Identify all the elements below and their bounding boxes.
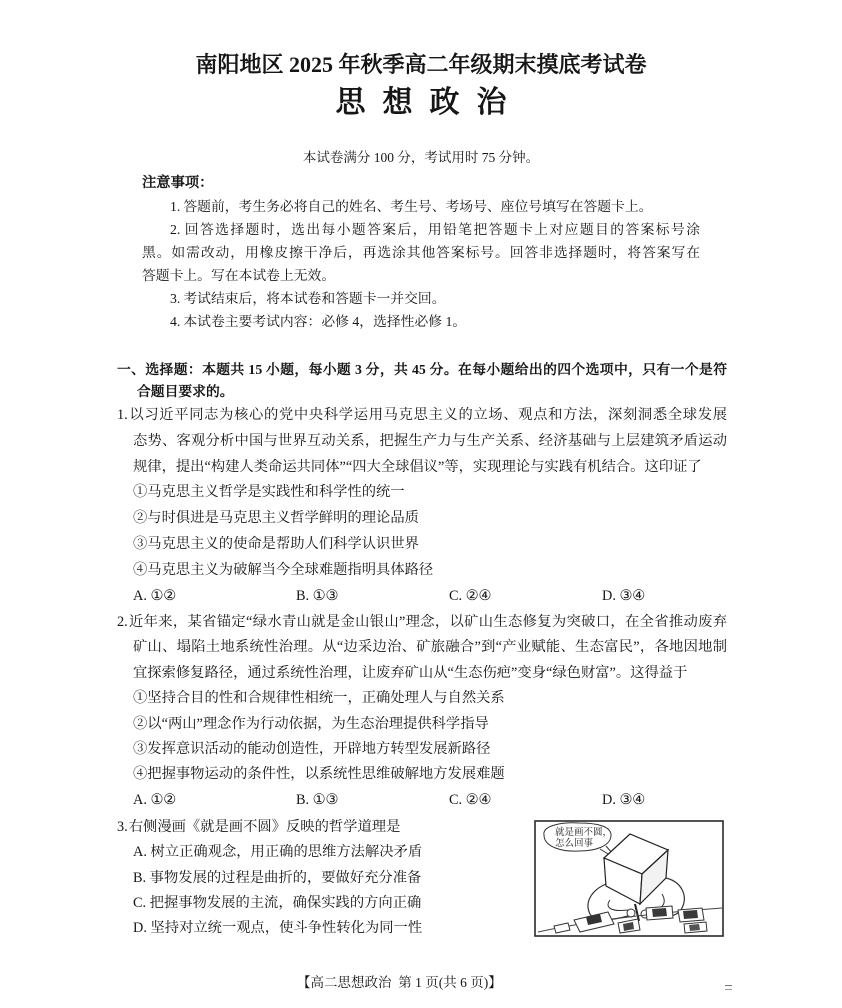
choice-row	[117, 584, 727, 610]
notice-item-continuation: 黑。如需改动，用橡皮擦干净后，再选涂其他答案标号。回答非选择题时，将答案写在	[142, 245, 700, 260]
notice-item	[142, 287, 700, 310]
choice-d: D. ③④	[602, 791, 646, 808]
statement-3: ③发挥意识活动的能动创造性，开辟地方转型发展新路径	[133, 740, 491, 757]
statement-1: ①坚持合目的性和合规律性相统一，正确处理人与自然关系	[133, 690, 505, 707]
notice-block	[142, 172, 700, 333]
question-number: 1.	[117, 407, 128, 423]
notice-item	[142, 195, 700, 218]
cartoon-illustration	[534, 820, 724, 937]
question-3	[117, 815, 517, 941]
question-stem-line: 态势、客观分析中国与世界互动关系，把握生产力与生产关系、经济基础与上层建筑矛盾运动	[133, 432, 727, 449]
notice-item	[142, 218, 700, 241]
question-stem-line: 矿山、塌陷土地系统性治理。从“边采边治、矿旅融合”到“产业赋能、生态富民”，各地因地制	[133, 639, 727, 656]
question-stem-line: 宜探索修复路径，通过系统性治理，让废弃矿山从“生态伤疤”变身“绿色财富”。这得益于	[133, 664, 688, 681]
drawn-square	[689, 924, 700, 931]
notice-heading: 注意事项：	[142, 175, 214, 191]
question-stem-line	[117, 610, 727, 635]
choice-row	[117, 788, 727, 813]
question-stem-line	[117, 403, 727, 429]
question-2	[117, 610, 727, 813]
section-heading-line: 一、选择题：本题共 15 小题，每小题 3 分，共 45 分。在每小题给出的四个选项中，只有一个是符	[117, 362, 727, 377]
choice-c: C. 把握事物发展的主流，确保实践的方向正确	[133, 894, 422, 911]
notice-item	[142, 310, 700, 333]
exam-info-line: 本试卷满分 100 分，考试用时 75 分钟。	[302, 150, 540, 165]
question-1	[117, 403, 727, 609]
statement-2: ②与时俱进是马克思主义哲学鲜明的理论品质	[133, 510, 419, 527]
drawn-square	[652, 908, 667, 917]
notice-item-text: 本试卷主要考试内容：必修 4，选择性必修 1。	[183, 314, 467, 329]
page-corner-mark	[725, 985, 732, 990]
statement-1: ①马克思主义哲学是实践性和科学性的统一	[133, 484, 405, 501]
notice-item-text: 回答选择题时，选出每小题答案后，用铅笔把答题卡上对应题目的答案标号涂	[183, 222, 700, 237]
choice-c: C. ②④	[449, 587, 492, 604]
notice-item-number: 4.	[170, 314, 181, 329]
notice-item-text: 答题前，考生务必将自己的姓名、考生号、考场号、座位号填写在答题卡上。	[183, 199, 653, 214]
notice-item-continuation: 答题卡上。写在本试卷上无效。	[142, 268, 336, 283]
bubble-text-line: 就是画不圆，	[555, 828, 613, 838]
question-stem-line: 规律，提出“构建人类命运共同体”“四大全球倡议”等，实现理论与实践有机结合。这印证了	[133, 458, 702, 475]
bubble-text-line: 怎么回事	[555, 839, 594, 849]
statement-4: ④把握事物运动的条件性，以系统性思维破解地方发展难题	[133, 766, 505, 783]
question-stem-text: 以习近平同志为核心的党中央科学运用马克思主义的立场、观点和方法，深刻洞悉全球发展	[128, 407, 727, 423]
statement-2: ②以“两山”理念作为行动依据，为生态治理提供科学指导	[133, 715, 489, 732]
cartoon-drawing	[534, 820, 724, 937]
choice-b: B. ①③	[296, 587, 339, 604]
exam-title: 南阳地区 2025 年秋季高二年级期末摸底考试卷	[195, 52, 647, 77]
question-stem-text: 近年来，某省锚定“绿水青山就是金山银山”理念，以矿山生态修复为突破口，在全省推动废弃	[128, 614, 727, 630]
choice-b: B. ①③	[296, 791, 339, 808]
choice-a: A. ①②	[133, 587, 177, 604]
choice-d: D. ③④	[602, 587, 646, 604]
statement-3: ③马克思主义的使命是帮助人们科学认识世界	[133, 535, 419, 552]
section-heading	[117, 359, 727, 403]
question-stem-text: 右侧漫画《就是画不圆》反映的哲学道理是	[128, 819, 401, 835]
choice-c: C. ②④	[449, 791, 492, 808]
choice-d: D. 坚持对立统一观点，使斗争性转化为同一性	[133, 920, 423, 937]
figure-left-hand	[627, 909, 635, 917]
choice-a: A. 树立正确观念，用正确的思维方法解决矛盾	[133, 844, 423, 861]
subject-title: 思想政治	[335, 86, 524, 119]
notice-item-text: 考试结束后，将本试卷和答题卡一并交回。	[183, 291, 446, 306]
question-number: 2.	[117, 614, 128, 630]
statement-4: ④马克思主义为破解当今全球难题指明具体路径	[133, 561, 434, 578]
choice-a: A. ①②	[133, 791, 177, 808]
question-number: 3.	[117, 819, 128, 835]
notice-item-number: 2.	[170, 222, 181, 237]
question-stem-line	[117, 815, 517, 840]
page-footer: 【高二思想政治 第 1 页(共 6 页)】	[297, 975, 502, 990]
drawn-square	[683, 910, 698, 919]
section-heading-line: 合题目要求的。	[137, 384, 234, 399]
notice-item-number: 1.	[170, 199, 181, 214]
choice-b: B. 事物发展的过程是曲折的，要做好充分准备	[133, 869, 422, 886]
notice-item-number: 3.	[170, 291, 181, 306]
